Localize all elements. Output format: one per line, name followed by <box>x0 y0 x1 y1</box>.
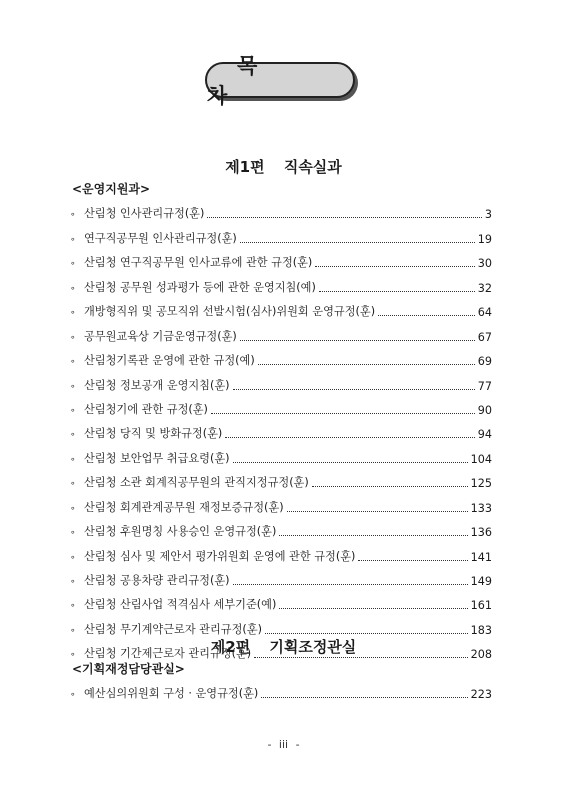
toc-entry[interactable] <box>70 221 492 245</box>
toc-entry-title: 산림청 소관 회계직공무원의 관직지정규정(훈) <box>84 476 309 490</box>
part-2-entry-list <box>70 677 492 701</box>
toc-entry-title: 산림청 인사관리규정(훈) <box>84 207 205 221</box>
toc-entry-page: 32 <box>477 281 492 295</box>
bullet-icon: ∘ <box>70 454 76 465</box>
toc-entry-title: 산림청 기간제근로자 관리규정(훈) <box>84 647 252 661</box>
toc-entry-page: 77 <box>477 379 492 393</box>
toc-entry-title: 산림청 공무원 성과평가 등에 관한 운영지침(예) <box>84 280 316 294</box>
bullet-icon: ∘ <box>70 234 76 245</box>
toc-entry-title: 산림청 정보공개 운영지침(훈) <box>84 378 230 392</box>
toc-entry-page: 136 <box>470 526 492 540</box>
toc-entry[interactable] <box>70 612 492 636</box>
dot-leader <box>211 413 475 414</box>
toc-entry-title: 공무원교육상 기금운영규정(훈) <box>84 329 237 343</box>
toc-entry-page: 94 <box>477 428 492 442</box>
dot-leader <box>261 697 467 698</box>
toc-entry-title: 산림청 당직 및 방화규정(훈) <box>84 427 223 441</box>
toc-entry[interactable] <box>70 588 492 612</box>
toc-entry-page: 3 <box>484 208 492 222</box>
dot-leader <box>315 266 474 267</box>
toc-entry-page: 183 <box>470 623 492 637</box>
toc-heading-box <box>205 54 355 108</box>
bullet-icon: ∘ <box>70 503 76 514</box>
toc-entry[interactable] <box>70 344 492 368</box>
bullet-icon: ∘ <box>70 601 76 612</box>
dot-leader <box>233 389 475 390</box>
toc-entry-title: 산림청 심사 및 제안서 평가위원회 운영에 관한 규정(훈) <box>84 549 356 563</box>
bullet-icon: ∘ <box>70 259 76 270</box>
part-2-department: <기획재정담당관실> <box>72 662 185 676</box>
dot-leader <box>240 242 475 243</box>
bullet-icon: ∘ <box>70 625 76 636</box>
dot-leader <box>279 608 467 609</box>
toc-heading: 목 차 <box>207 54 288 108</box>
dot-leader <box>240 340 475 341</box>
toc-entry-page: 90 <box>477 403 492 417</box>
toc-entry-page: 141 <box>470 550 492 564</box>
toc-entry-page: 19 <box>477 232 492 246</box>
toc-entry[interactable] <box>70 393 492 417</box>
bullet-icon: ∘ <box>70 283 76 294</box>
dot-leader <box>358 560 467 561</box>
dot-leader <box>225 437 474 438</box>
toc-entry-page: 161 <box>470 599 492 613</box>
dot-leader <box>233 584 468 585</box>
dot-leader <box>258 364 475 365</box>
bullet-icon: ∘ <box>70 357 76 368</box>
toc-entry-title: 산림청 후원명칭 사용승인 운영규정(훈) <box>84 525 277 539</box>
toc-entry-page: 125 <box>470 477 492 491</box>
bullet-icon: ∘ <box>70 381 76 392</box>
toc-entry-title: 연구직공무원 인사관리규정(훈) <box>84 231 237 245</box>
toc-entry-title: 산림청 산림사업 적격심사 세부기준(예) <box>84 598 277 612</box>
toc-entry-title: 산림청 공용차량 관리규정(훈) <box>84 574 230 587</box>
toc-entry[interactable] <box>70 295 492 319</box>
toc-entry[interactable] <box>70 515 492 539</box>
toc-entry-page: 69 <box>477 355 492 369</box>
bullet-icon: ∘ <box>70 308 76 319</box>
toc-entry[interactable] <box>70 441 492 465</box>
bullet-icon: ∘ <box>70 577 76 587</box>
part-1-department: <운영지원과> <box>72 182 151 196</box>
toc-entry-page: 30 <box>477 257 492 271</box>
toc-entry-title: 예산심의위원회 구성 · 운영규정(훈) <box>84 687 259 701</box>
toc-entry-page: 223 <box>470 688 492 702</box>
bullet-icon: ∘ <box>70 210 76 221</box>
toc-entry[interactable] <box>70 246 492 270</box>
dot-leader <box>254 657 467 658</box>
bullet-icon: ∘ <box>70 552 76 563</box>
bullet-icon: ∘ <box>70 650 76 661</box>
toc-entry-title: 산림청기록관 운영에 관한 규정(예) <box>84 354 255 368</box>
dot-leader <box>378 315 475 316</box>
toc-entry[interactable] <box>70 270 492 294</box>
toc-entry[interactable] <box>70 319 492 343</box>
toc-entry[interactable] <box>70 539 492 563</box>
dot-leader <box>207 217 482 218</box>
toc-entry[interactable] <box>70 490 492 514</box>
toc-entry-page: 133 <box>470 501 492 515</box>
toc-entry-title: 산림청 무기계약근로자 관리규정(훈) <box>84 622 262 636</box>
dot-leader <box>319 291 475 292</box>
part-1-entry-list <box>70 197 492 661</box>
bullet-icon: ∘ <box>70 332 76 343</box>
toc-entry-page: 104 <box>470 452 492 466</box>
toc-entry-title: 산림청 연구직공무원 인사교류에 관한 규정(훈) <box>84 256 313 270</box>
toc-entry[interactable] <box>70 677 492 701</box>
dot-leader <box>279 535 467 536</box>
bullet-icon: ∘ <box>70 528 76 539</box>
toc-entry-title: 산림청 회계관계공무원 재정보증규정(훈) <box>84 500 284 514</box>
toc-entry-page: 208 <box>470 648 492 662</box>
toc-entry[interactable] <box>70 417 492 441</box>
toc-entry[interactable] <box>70 466 492 490</box>
part-1-title: 제1편 직속실과 <box>225 158 342 176</box>
bullet-icon: ∘ <box>70 430 76 441</box>
bullet-icon: ∘ <box>70 405 76 416</box>
toc-entry-page: 64 <box>477 306 492 320</box>
bullet-icon: ∘ <box>70 690 76 701</box>
dot-leader <box>265 633 468 634</box>
toc-entry[interactable] <box>70 564 492 588</box>
toc-entry-title: 개방형직위 및 공모직위 선발시험(심사)위원회 운영규정(훈) <box>84 305 376 319</box>
toc-entry[interactable] <box>70 368 492 392</box>
toc-entry-title: 산림청기에 관한 규정(훈) <box>84 402 208 416</box>
dot-leader <box>312 486 468 487</box>
part-2-title: 제2편 기획조정관실 <box>210 638 357 656</box>
toc-entry-page: 149 <box>470 575 492 588</box>
dot-leader <box>233 462 468 463</box>
toc-entry-title: 산림청 보안업무 취급요령(훈) <box>84 451 230 465</box>
bullet-icon: ∘ <box>70 479 76 490</box>
toc-entry[interactable] <box>70 197 492 221</box>
dot-leader <box>287 511 468 512</box>
page-footer-number: - iii - <box>267 738 300 751</box>
toc-entry-page: 67 <box>477 330 492 344</box>
